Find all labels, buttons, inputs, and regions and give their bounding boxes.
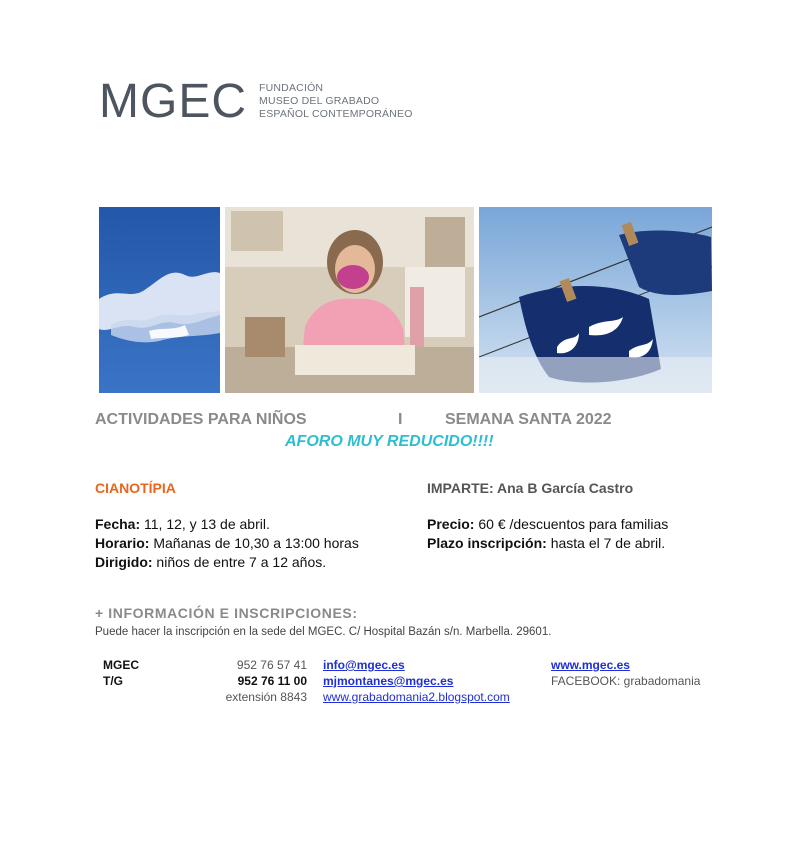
horario-label: Horario: xyxy=(95,535,150,551)
contact-emails xyxy=(323,657,510,705)
logo-line-2: MUSEO DEL GRABADO xyxy=(259,95,380,107)
phone-1: 952 76 57 41 xyxy=(236,658,307,672)
course-name: CIANOTÍPIA xyxy=(95,480,176,496)
plazo-label: Plazo inscripción: xyxy=(427,535,547,551)
contact-web xyxy=(551,657,700,689)
fecha-row xyxy=(95,515,359,534)
child-workshop-photo xyxy=(225,207,474,393)
course-details-right xyxy=(427,515,668,553)
email-info-link[interactable]: info@mgec.es xyxy=(323,658,405,672)
dirigido-value: niños de entre 7 a 12 años. xyxy=(152,554,327,570)
course-details-left xyxy=(95,515,359,572)
logo-line-3: ESPAÑOL CONTEMPORÁNEO xyxy=(259,108,413,120)
instructor: IMPARTE: Ana B García Castro xyxy=(427,480,634,496)
cyanotype-print-photo xyxy=(99,207,220,393)
horario-row xyxy=(95,534,359,553)
dirigido-row xyxy=(95,553,359,572)
logo-mark: MGEC xyxy=(99,75,247,128)
fecha-value: 11, 12, y 13 de abril. xyxy=(140,516,270,532)
email-mjmontanes-link[interactable]: mjmontanes@mgec.es xyxy=(323,674,454,688)
logo-foundation-name xyxy=(259,82,413,121)
logo-line-1: FUNDACIÓN xyxy=(259,82,324,94)
fecha-label: Fecha: xyxy=(95,516,141,532)
phone-extension: extensión 8843 xyxy=(225,690,307,704)
address-text: Puede hacer la inscripción en la sede del MGEC. C/ Hospital Bazán s/n. Marbella. 29601. xyxy=(95,626,552,638)
headline-left: ACTIVIDADES PARA NIÑOS xyxy=(95,411,307,428)
horario-value: Mañanas de 10,30 a 13:00 horas xyxy=(149,535,359,551)
precio-label: Precio: xyxy=(427,516,475,532)
blog-link[interactable]: www.grabadomania2.blogspot.com xyxy=(323,690,510,704)
phone-2: 952 76 11 00 xyxy=(237,674,307,688)
cyanotype-drying-photo xyxy=(479,207,712,393)
plazo-value: hasta el 7 de abril. xyxy=(546,535,666,551)
contact-phones xyxy=(215,657,307,705)
precio-value: 60 € /descuentos para familias xyxy=(474,516,669,532)
info-heading: + INFORMACIÓN E INSCRIPCIONES: xyxy=(95,605,358,621)
contact-labels xyxy=(103,657,139,689)
facebook-text: FACEBOOK: grabadomania xyxy=(551,674,701,688)
mgec-logo xyxy=(99,75,413,128)
label-tg: T/G xyxy=(103,674,123,688)
headline-separator: I xyxy=(398,411,403,428)
headline-right: SEMANA SANTA 2022 xyxy=(445,411,612,428)
website-link[interactable]: www.mgec.es xyxy=(551,658,630,672)
precio-row xyxy=(427,515,668,534)
dirigido-label: Dirigido: xyxy=(95,554,153,570)
label-mgec: MGEC xyxy=(103,658,139,672)
plazo-row xyxy=(427,534,668,553)
capacity-notice: AFORO MUY REDUCIDO!!!! xyxy=(285,433,494,450)
